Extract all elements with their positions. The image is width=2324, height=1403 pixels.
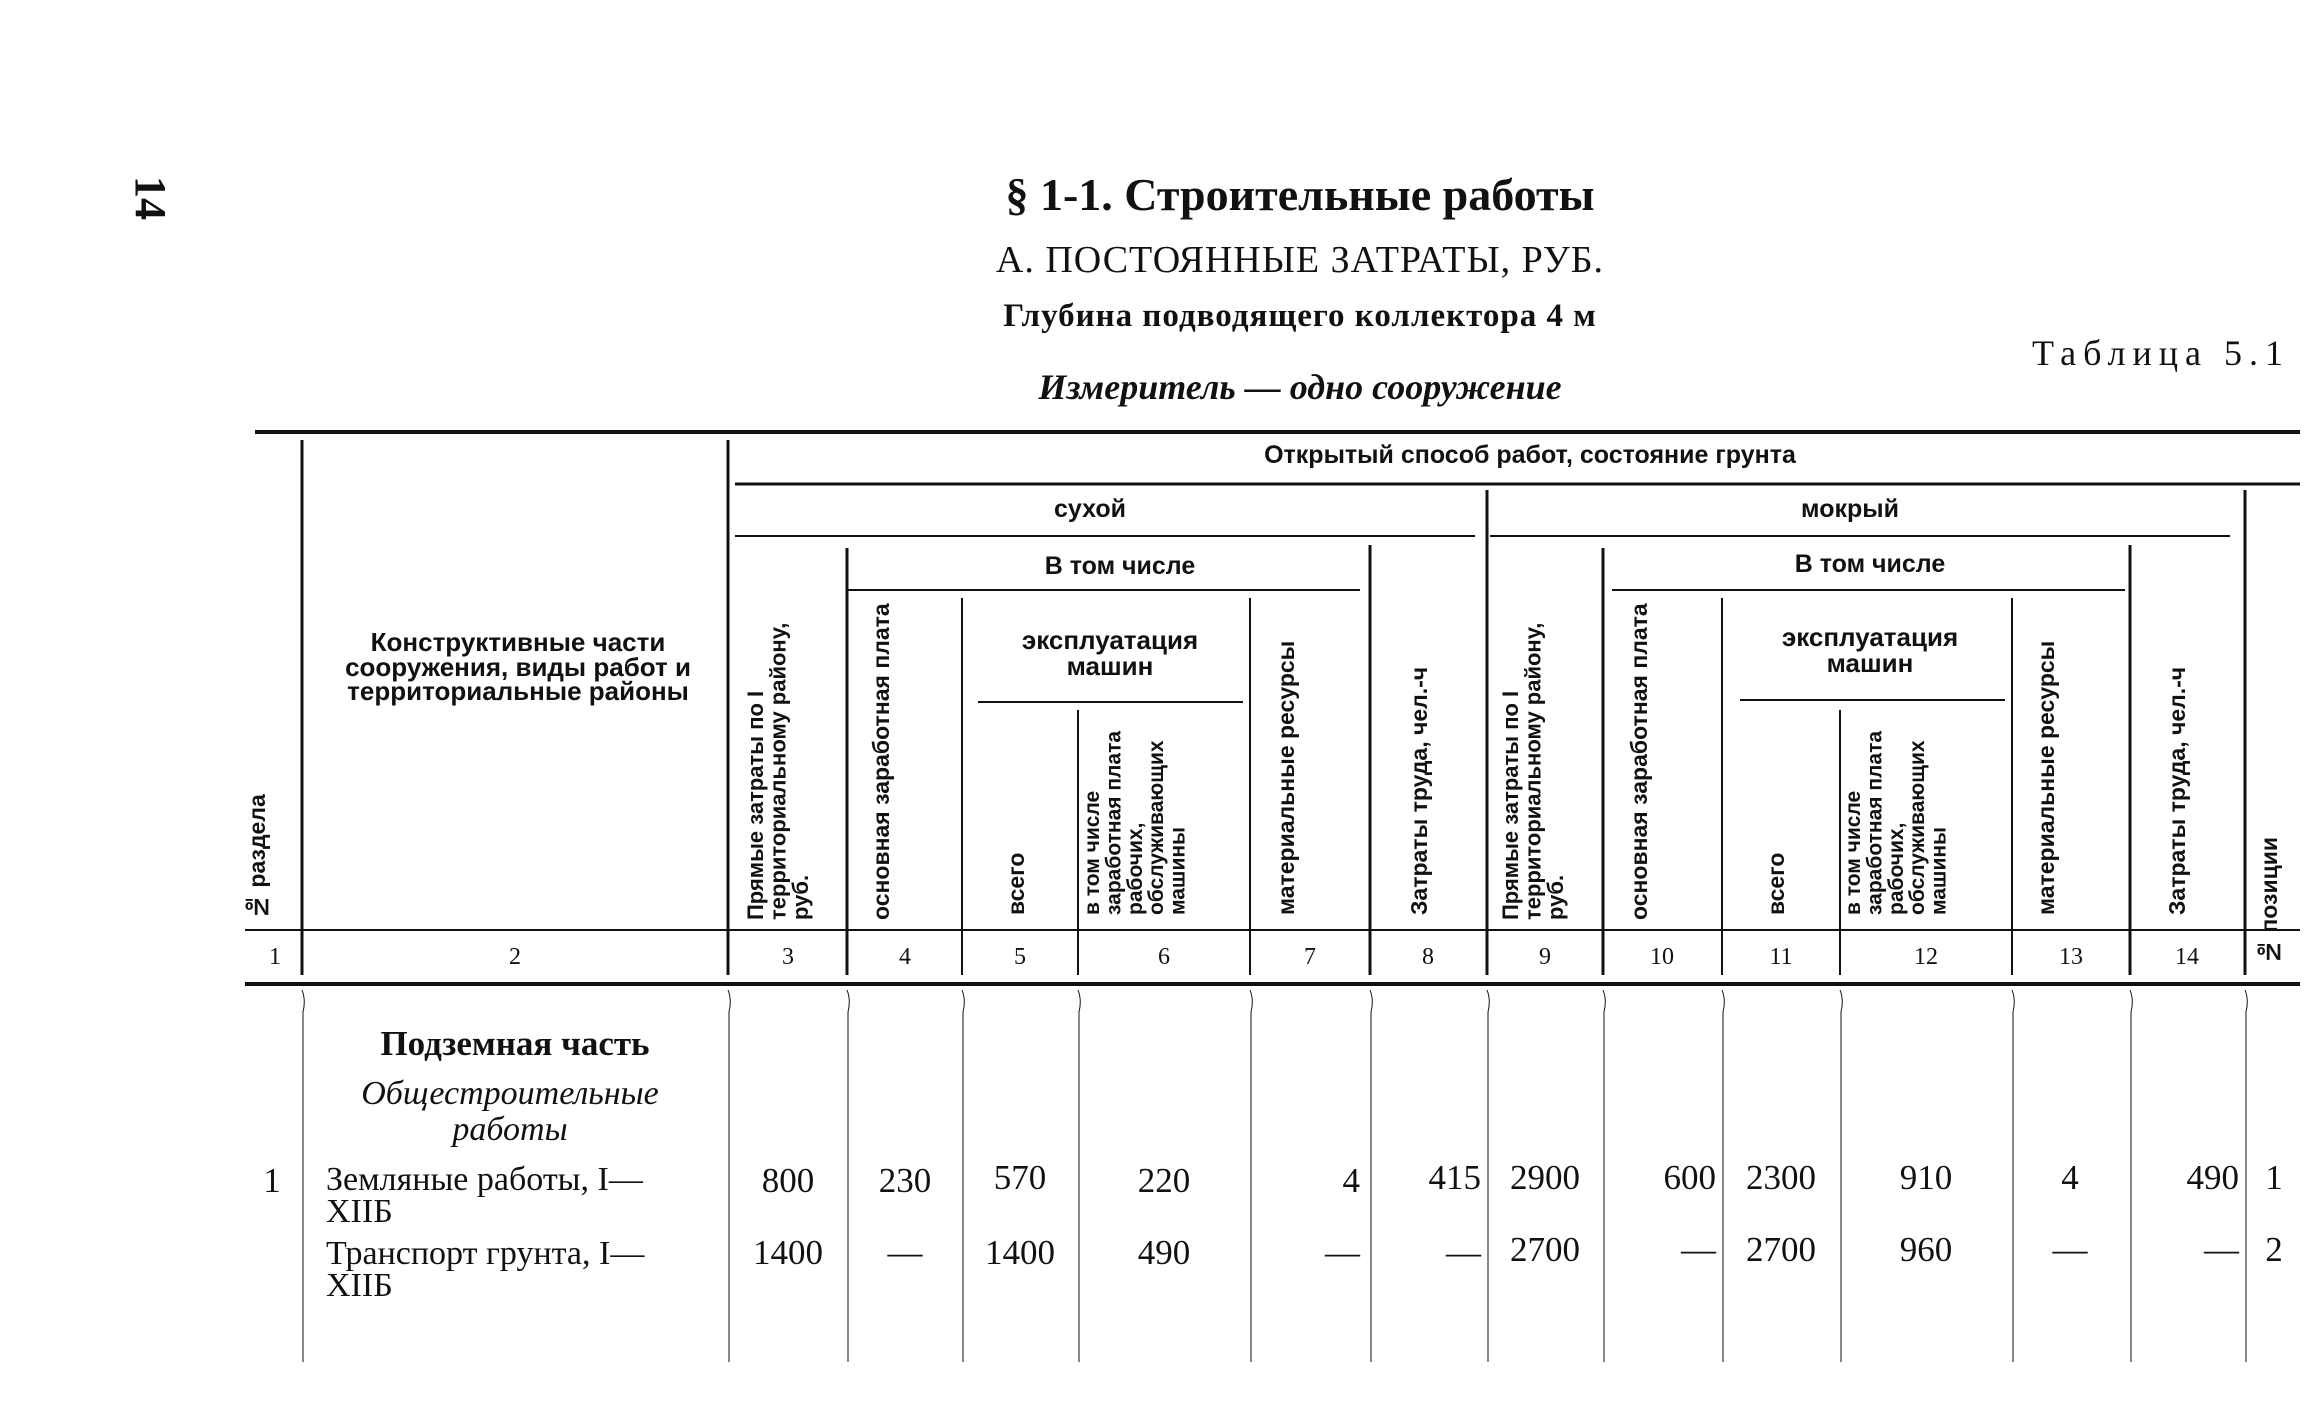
labor-wet-cell: — bbox=[2204, 1230, 2239, 1269]
column-number: 13 bbox=[2059, 944, 2083, 970]
page-number: 14 bbox=[126, 176, 175, 220]
machine-total-header-dry: всего bbox=[1003, 852, 1029, 915]
labor-header-wet: Затраты труда, чел.-ч bbox=[2164, 666, 2190, 915]
direct-costs-dry-cell: 1400 bbox=[753, 1233, 823, 1272]
machine-total-header-wet: всего bbox=[1763, 852, 1789, 915]
wet-header: мокрый bbox=[1801, 495, 1899, 523]
materials-wet-cell: 4 bbox=[2061, 1158, 2079, 1197]
materials-header-dry: материальные ресурсы bbox=[1273, 640, 1299, 915]
labor-dry-cell: 415 bbox=[1428, 1158, 1481, 1197]
machine-wage-header-dry: в том числе заработная плата рабочих, обслуживающих машины bbox=[1081, 730, 1190, 915]
base-wage-dry-cell: — bbox=[887, 1233, 923, 1272]
direct-costs-wet-cell: 2700 bbox=[1510, 1230, 1580, 1269]
machine-wage-dry-cell: 220 bbox=[1137, 1161, 1191, 1200]
position-number-cell: 2 bbox=[2265, 1230, 2283, 1269]
position-number-cell: 1 bbox=[2265, 1158, 2283, 1197]
machine-wage-header-wet: в том числе заработная плата рабочих, обслуживающих машины bbox=[1842, 730, 1951, 915]
column-number: 8 bbox=[1422, 944, 1434, 970]
column-number: 9 bbox=[1539, 944, 1551, 970]
column-number: 10 bbox=[1650, 944, 1674, 970]
labor-wet-cell: 490 bbox=[2186, 1158, 2239, 1197]
depth-note: Глубина подводящего коллектора 4 м bbox=[1003, 298, 1597, 334]
including-header-wet: В том числе bbox=[1794, 550, 1946, 578]
direct-costs-header-dry: Прямые затраты по I территориальному району, руб. bbox=[743, 622, 813, 920]
open-method-header: Открытый способ работ, состояние грунта bbox=[1264, 441, 1796, 469]
base-wage-dry-cell: 230 bbox=[878, 1161, 932, 1200]
machine-total-wet-cell: 2700 bbox=[1746, 1230, 1816, 1269]
machine-operation-header-dry: эксплуатация машин bbox=[1021, 625, 1199, 681]
column-number: 12 bbox=[1914, 944, 1938, 970]
direct-costs-dry-cell: 800 bbox=[761, 1161, 815, 1200]
column-number: 14 bbox=[2175, 944, 2199, 970]
machine-wage-dry-cell: 490 bbox=[1137, 1233, 1191, 1272]
materials-header-wet: материальные ресурсы bbox=[2033, 640, 2059, 915]
subsection-heading: Общестроительные работы bbox=[361, 1075, 659, 1148]
row-label: Транспорт грунта, I—XIIБ bbox=[326, 1235, 645, 1305]
section-number-header: № раздела bbox=[244, 794, 270, 920]
table-label: Таблица 5.1 bbox=[2032, 333, 2290, 373]
row-label: Земляные работы, I—XIIБ bbox=[326, 1161, 643, 1231]
column-number: 2 bbox=[509, 944, 521, 970]
including-header-dry: В том числе bbox=[1044, 552, 1196, 580]
column-number: 1 bbox=[269, 944, 281, 970]
section-title: § 1-1. Строительные работы bbox=[1005, 169, 1595, 220]
machine-wage-wet-cell: 910 bbox=[1899, 1158, 1953, 1197]
direct-costs-header-wet: Прямые затраты по I территориальному району, руб. bbox=[1498, 622, 1568, 920]
materials-dry-cell: 4 bbox=[1342, 1161, 1360, 1200]
machine-wage-wet-cell: 960 bbox=[1899, 1230, 1953, 1269]
description-header: Конструктивные части сооружения, виды работ и территориальные районы bbox=[345, 627, 691, 707]
measure-unit: Измеритель — одно сооружение bbox=[1038, 367, 1562, 407]
dry-header: сухой bbox=[1053, 495, 1127, 523]
section-number-cell: 1 bbox=[263, 1161, 281, 1200]
machine-operation-header-wet: эксплуатация машин bbox=[1781, 622, 1959, 678]
column-number: 6 bbox=[1158, 944, 1170, 970]
machine-total-dry-cell: 570 bbox=[993, 1158, 1047, 1197]
section-heading: Подземная часть bbox=[380, 1024, 650, 1063]
machine-total-dry-cell: 1400 bbox=[985, 1233, 1055, 1272]
subtitle: А. ПОСТОЯННЫЕ ЗАТРАТЫ, РУБ. bbox=[995, 239, 1605, 281]
column-number: 11 bbox=[1769, 944, 1793, 970]
column-number: 7 bbox=[1304, 944, 1316, 970]
position-number-header: № позиции bbox=[2256, 836, 2282, 965]
direct-costs-wet-cell: 2900 bbox=[1510, 1158, 1580, 1197]
materials-dry-cell: — bbox=[1325, 1233, 1360, 1272]
column-number: 5 bbox=[1014, 944, 1026, 970]
machine-total-wet-cell: 2300 bbox=[1746, 1158, 1816, 1197]
labor-header-dry: Затраты труда, чел.-ч bbox=[1406, 666, 1432, 915]
column-number: 4 bbox=[899, 944, 911, 970]
base-wage-wet-cell: — bbox=[1681, 1230, 1716, 1269]
base-wage-header-dry: основная заработная плата bbox=[868, 603, 894, 920]
base-wage-wet-cell: 600 bbox=[1663, 1158, 1716, 1197]
column-number: 3 bbox=[782, 944, 794, 970]
base-wage-header-wet: основная заработная плата bbox=[1626, 603, 1652, 920]
materials-wet-cell: — bbox=[2052, 1230, 2088, 1269]
labor-dry-cell: — bbox=[1446, 1233, 1481, 1272]
